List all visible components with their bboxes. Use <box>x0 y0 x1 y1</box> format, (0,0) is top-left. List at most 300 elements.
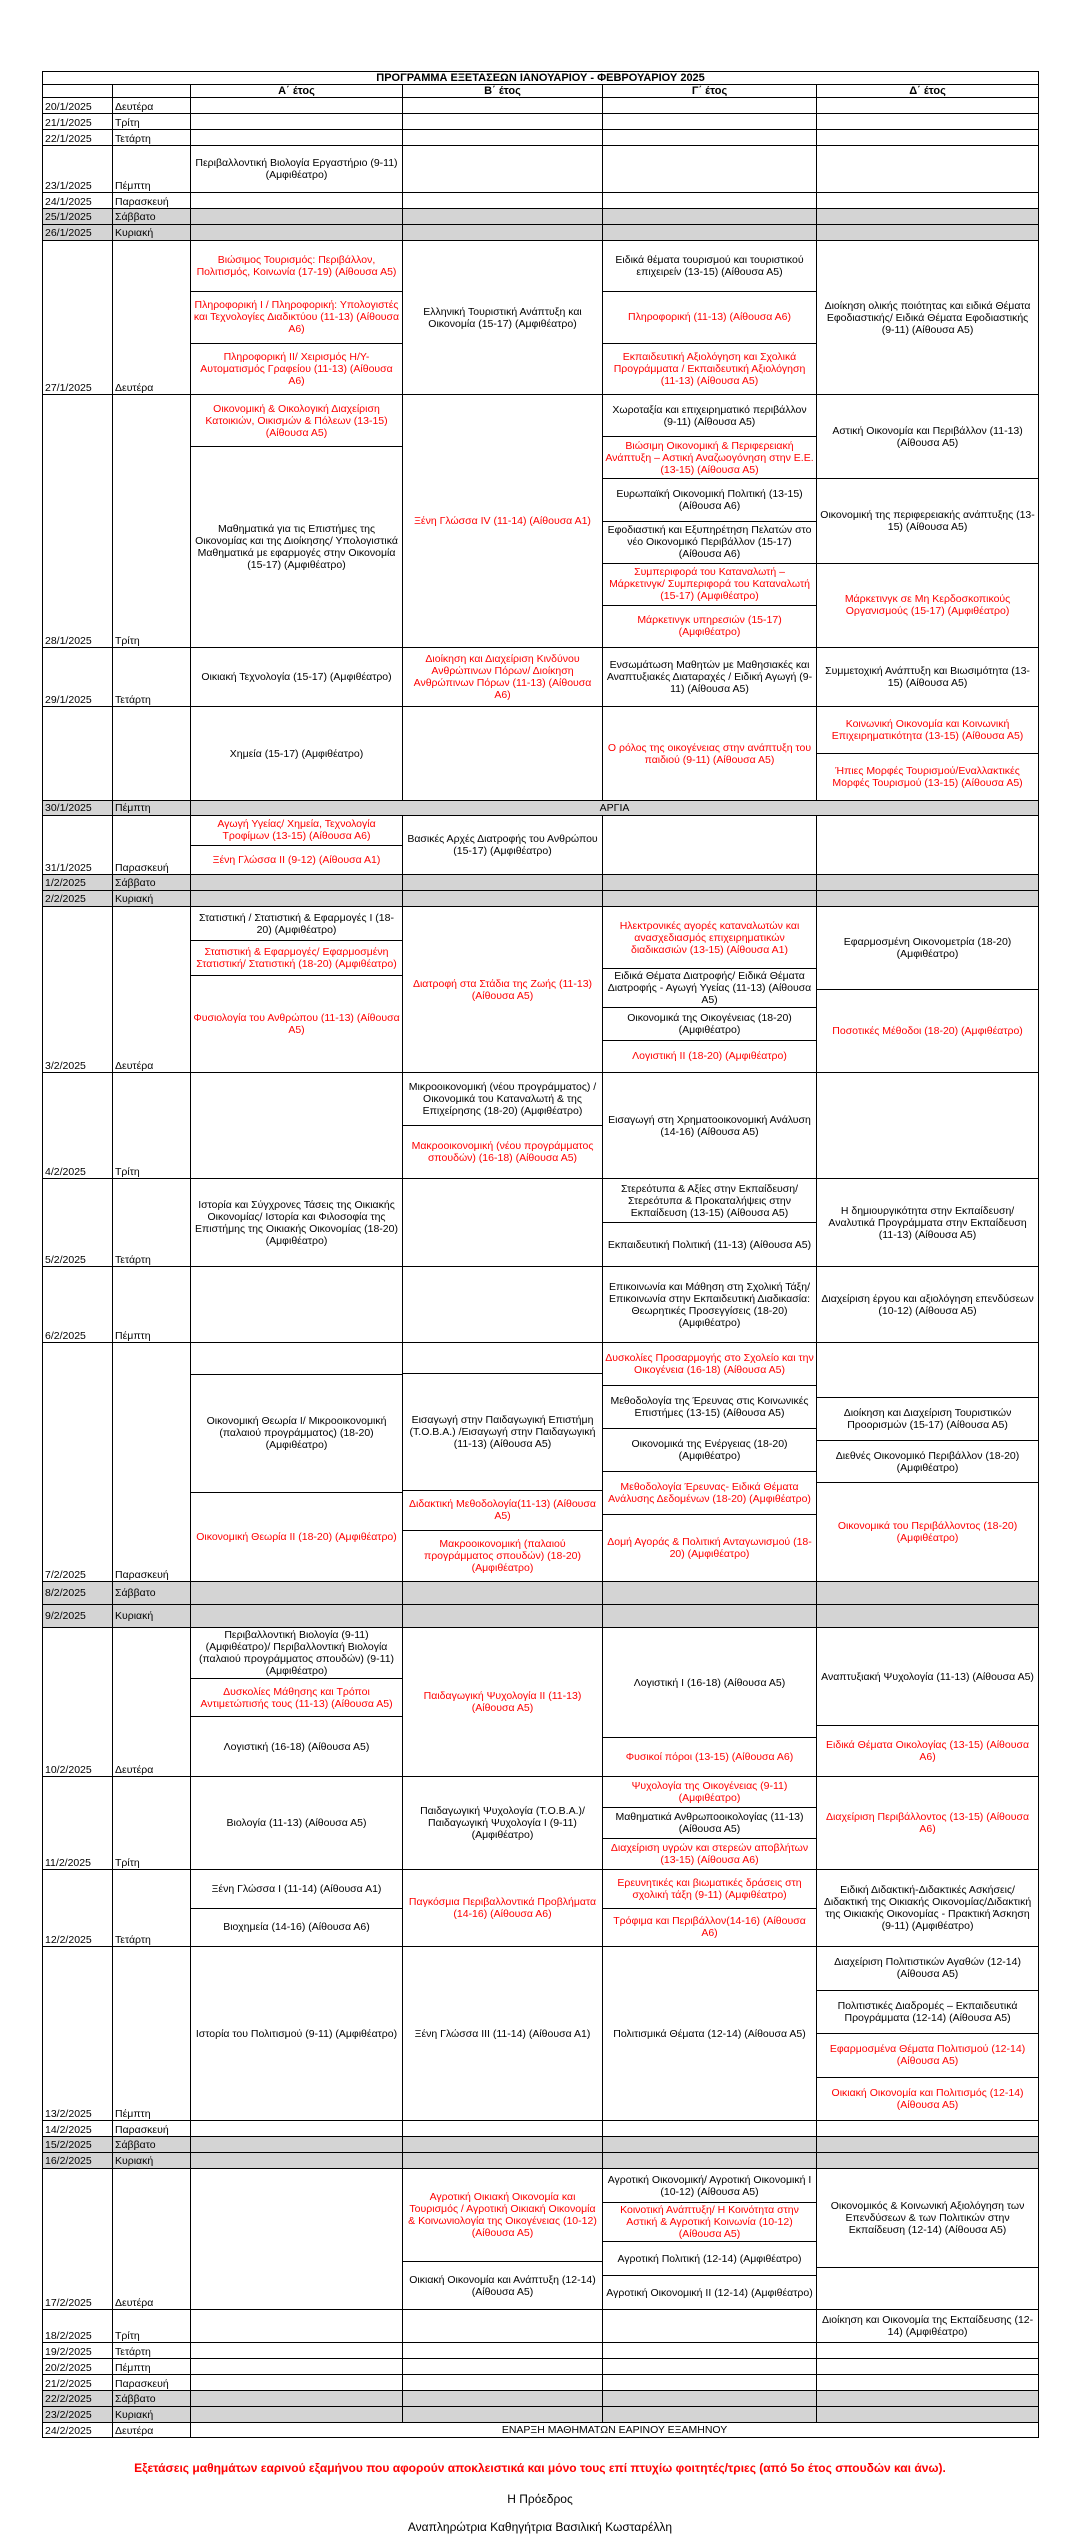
year-2-cell <box>403 875 603 891</box>
exam-entry: Παιδαγωγική Ψυχολογία (Τ.Ο.Β.Α.)/ Παιδαγωγική Ψυχολογία Ι (9-11) (Αμφιθέατρο) <box>420 1805 585 1841</box>
year-4-cell <box>817 2153 1039 2169</box>
year-4-cell <box>817 1179 1039 1267</box>
schedule-row <box>43 2343 1039 2359</box>
row-date: 9/2/2025 <box>43 1605 113 1628</box>
schedule-row <box>43 2169 1039 2310</box>
schedule-row <box>43 707 1039 801</box>
year-3-cell <box>603 2310 817 2343</box>
exam-entry: Συμμετοχική Ανάπτυξη και Βιωσιμότητα (13-15) (Αίθουσα Α5) <box>825 665 1030 689</box>
exam-entry: Μάρκετινγκ σε Μη Κερδοσκοπικούς Οργανισμούς (15-17) (Αμφιθέατρο) <box>817 563 1038 647</box>
year-4-cell <box>817 98 1039 114</box>
schedule-row <box>43 1343 1039 1582</box>
exam-entry: Διαχείριση Περιβάλλοντος (13-15) (Αίθουσα Α6) <box>826 1811 1030 1835</box>
exam-entry: Βιώσιμος Τουρισμός: Περιβάλλον, Πολιτισμός, Κοινωνία (17-19) (Αίθουσα Α5) <box>196 254 397 279</box>
schedule-row <box>43 98 1039 114</box>
row-day: Σάββατο <box>113 2391 191 2407</box>
schedule-row <box>43 2407 1039 2423</box>
year-1-cell <box>191 193 403 209</box>
exam-entry: Μακροοικονομική (παλαιού προγράμματος σπουδών) (18-20) (Αμφιθέατρο) <box>403 1530 602 1581</box>
year-4-cell <box>817 2359 1039 2375</box>
year-2-cell <box>403 209 603 225</box>
year-3-cell <box>603 1073 817 1179</box>
exam-entry: Ελληνική Τουριστική Ανάπτυξη και Οικονομία (15-17) (Αμφιθέατρο) <box>423 305 582 330</box>
year-2-cell <box>403 2391 603 2407</box>
year-2-cell <box>403 707 603 801</box>
year-3-cell <box>603 1777 817 1870</box>
row-date: 23/1/2025 <box>43 146 113 193</box>
schedule-row <box>43 2375 1039 2391</box>
exam-entry: Πολιτισμικά Θέματα (12-14) (Αίθουσα Α5) <box>613 2027 806 2040</box>
year-1-cell <box>191 98 403 114</box>
row-date: 17/2/2025 <box>43 2169 113 2310</box>
exam-entry: Οικιακή Οικονομία και Ανάπτυξη (12-14) (Αίθουσα Α5) <box>403 2261 602 2309</box>
year-1-cell <box>191 1343 403 1582</box>
row-date: 22/2/2025 <box>43 2391 113 2407</box>
exam-entry: Εφαρμοσμένη Οικονομετρία (18-20) (Αμφιθέατρο) <box>843 936 1012 960</box>
year-3-cell <box>603 2121 817 2137</box>
year-4-cell <box>817 193 1039 209</box>
schedule-row <box>43 875 1039 891</box>
schedule-row <box>43 1777 1039 1870</box>
row-date: 1/2/2025 <box>43 875 113 891</box>
row-date: 20/1/2025 <box>43 98 113 114</box>
year-2-cell <box>403 2153 603 2169</box>
year-1-cell <box>191 648 403 707</box>
schedule-row <box>43 146 1039 193</box>
year-1-cell <box>191 395 403 648</box>
year-2-cell <box>403 1073 603 1179</box>
row-date: 29/1/2025 <box>43 648 113 707</box>
exam-entry: Φυσιολογία του Ανθρώπου (11-13) (Αίθουσα Α5) <box>191 975 402 1072</box>
year-3-cell <box>603 816 817 875</box>
exam-entry <box>403 1343 602 1373</box>
schedule-row <box>43 1628 1039 1777</box>
schedule-row <box>43 1582 1039 1605</box>
exam-entry: Διαχείριση υγρών και στερεών αποβλήτων (13-15) (Αίθουσα Α6) <box>603 1838 816 1869</box>
exam-entry: Αγωγή Υγείας/ Χημεία, Τεχνολογία Τροφίμων (13-15) (Αίθουσα Α6) <box>217 818 376 843</box>
year-2-cell <box>403 2359 603 2375</box>
year-3-cell <box>603 1605 817 1628</box>
year-1-cell <box>191 1605 403 1628</box>
exam-entry: Οικονομική Θεωρία ΙΙ (18-20) (Αμφιθέατρο) <box>191 1492 402 1581</box>
year-1-cell <box>191 209 403 225</box>
exam-entry: Μεθοδολογία της Έρευνας στις Κοινωνικές Επιστήμες (13-15) (Αίθουσα Α5) <box>603 1385 816 1428</box>
row-date: 21/1/2025 <box>43 114 113 130</box>
row-date <box>43 707 113 801</box>
row-day: Σάββατο <box>113 875 191 891</box>
row-day: Τετάρτη <box>113 130 191 146</box>
exam-entry: Ξένη Γλώσσα ΙΙ (9-12) (Αίθουσα Α1) <box>191 845 402 875</box>
schedule-row <box>43 1870 1039 1947</box>
row-date: 3/2/2025 <box>43 907 113 1073</box>
schedule-row <box>43 2310 1039 2343</box>
year-2-cell <box>403 1628 603 1777</box>
exam-entry: Εισαγωγή στη Χρηματοοικονομική Ανάλυση (14-16) (Αίθουσα Α5) <box>608 1113 811 1138</box>
exam-entry: Ευρωπαϊκή Οικονομική Πολιτική (13-15) (Αίθουσα Α6) <box>603 478 816 520</box>
exam-entry: Επικοινωνία και Μάθηση στη Σχολική Τάξη/ Επικοινωνία στην Εκπαιδευτική Διαδικασία: Θεωρητικές Προσεγγίσεις (18-20) (Αμφιθέατρο) <box>608 1280 811 1329</box>
exam-entry: Διεθνές Οικονομικό Περιβάλλον (18-20) (Αμφιθέατρο) <box>817 1440 1038 1483</box>
year-2-cell <box>403 1267 603 1343</box>
year-4-cell <box>817 114 1039 130</box>
year-3-cell <box>603 2359 817 2375</box>
row-day: Δευτέρα <box>113 241 191 395</box>
year-4-cell <box>817 241 1039 395</box>
exam-entry: Ποσοτικές Μέθοδοι (18-20) (Αμφιθέατρο) <box>817 989 1038 1072</box>
year-1-cell <box>191 114 403 130</box>
year-1-cell <box>191 241 403 395</box>
merged-row-label: ΑΡΓΙΑ <box>191 801 1039 816</box>
row-date: 8/2/2025 <box>43 1582 113 1605</box>
exam-entry: Εκπαιδευτική Αξιολόγηση και Σχολικά Προγράμματα / Εκπαιδευτική Αξιολόγηση (11-13) (Αίθουσα Α5) <box>603 343 816 394</box>
exam-entry <box>817 2267 1038 2309</box>
year-4-cell <box>817 2343 1039 2359</box>
year-2-cell <box>403 1870 603 1947</box>
row-date: 30/1/2025 <box>43 801 113 816</box>
year-2-cell <box>403 2169 603 2310</box>
exam-entry: Στατιστική & Εφαρμογές/ Εφαρμοσμένη Στατιστική/ Στατιστική (18-20) (Αμφιθέατρο) <box>191 940 402 974</box>
schedule-row <box>43 193 1039 209</box>
year-1-cell <box>191 707 403 801</box>
row-date: 14/2/2025 <box>43 2121 113 2137</box>
row-date: 22/1/2025 <box>43 130 113 146</box>
year-3-cell <box>603 395 817 648</box>
row-date: 5/2/2025 <box>43 1179 113 1267</box>
row-date: 18/2/2025 <box>43 2310 113 2343</box>
year-3-cell <box>603 146 817 193</box>
row-date: 12/2/2025 <box>43 1870 113 1947</box>
year-3-cell <box>603 209 817 225</box>
year-3-cell <box>603 225 817 241</box>
row-date: 24/2/2025 <box>43 2423 113 2438</box>
exam-entry: Οικονομικά της Ενέργειας (18-20) (Αμφιθέατρο) <box>603 1428 816 1471</box>
row-day: Τρίτη <box>113 2310 191 2343</box>
year-3-cell <box>603 193 817 209</box>
year-3-cell <box>603 1582 817 1605</box>
year-1-cell <box>191 2121 403 2137</box>
exam-entry: Λογιστική (16-18) (Αίθουσα Α5) <box>191 1716 402 1776</box>
row-date: 27/1/2025 <box>43 241 113 395</box>
row-day: Τετάρτη <box>113 2343 191 2359</box>
row-date: 19/2/2025 <box>43 2343 113 2359</box>
exam-entry: Αστική Οικονομία και Περιβάλλον (11-13) (Αίθουσα Α5) <box>832 424 1023 449</box>
year-4-cell <box>817 209 1039 225</box>
year-1-cell <box>191 2153 403 2169</box>
year-3-cell <box>603 1343 817 1582</box>
schedule-row <box>43 2359 1039 2375</box>
year-2-cell <box>403 395 603 648</box>
schedule-row <box>43 1947 1039 2121</box>
year-4-cell <box>817 1777 1039 1870</box>
year-2-cell <box>403 648 603 707</box>
year-1-cell <box>191 1870 403 1947</box>
year-1-cell <box>191 1179 403 1267</box>
year-4-header: Δ΄ έτος <box>817 85 1039 98</box>
year-3-cell <box>603 648 817 707</box>
exam-entry: Οικονομικά του Περιβάλλοντος (18-20) (Αμφιθέατρο) <box>817 1482 1038 1581</box>
schedule-row <box>43 648 1039 707</box>
exam-entry: Ιστορία και Σύγχρονες Τάσεις της Οικιακής Οικονομίας/ Ιστορία και Φιλοσοφία της Επιστήμης της Οικιακής Οικονομίας (18-20) (Αμφιθέατρο) <box>195 1198 398 1247</box>
exam-entry: Τρόφιμα και Περιβάλλον(14-16) (Αίθουσα Α6) <box>603 1908 816 1947</box>
year-4-cell <box>817 648 1039 707</box>
exam-entry: Βιοχημεία (14-16) (Αίθουσα Α6) <box>191 1908 402 1947</box>
year-2-cell <box>403 114 603 130</box>
year-1-cell <box>191 2359 403 2375</box>
exam-entry: Περιβαλλοντική Βιολογία (9-11) (Αμφιθέατρο)/ Περιβαλλοντική Βιολογία (παλαιού προγράμματος σπουδών) (9-11) (Αμφιθέατρο) <box>198 1629 395 1677</box>
year-2-cell <box>403 2407 603 2423</box>
exam-entry: Μαθηματικά Ανθρωποοικολογίας (11-13) (Αίθουσα Α5) <box>603 1807 816 1838</box>
year-3-cell <box>603 1628 817 1777</box>
exam-entry: Διδακτική Μεθοδολογία(11-13) (Αίθουσα Α5) <box>403 1490 602 1530</box>
year-3-cell <box>603 875 817 891</box>
schedule-row <box>43 2137 1039 2153</box>
row-day: Κυριακή <box>113 891 191 907</box>
exam-entry: Διοίκηση και Οικονομία της Εκπαίδευσης (12-14) (Αμφιθέατρο) <box>821 2314 1034 2338</box>
year-4-cell <box>817 2121 1039 2137</box>
schedule-row <box>43 1179 1039 1267</box>
year-4-cell <box>817 2169 1039 2310</box>
exam-entry: Ειδικά θέματα τουρισμού και τουριστικού επιχειρείν (13-15) (Αίθουσα Α5) <box>615 254 804 279</box>
row-date: 21/2/2025 <box>43 2375 113 2391</box>
schedule-row <box>43 1267 1039 1343</box>
exam-entry: Ξένη Γλώσσα ΙΙΙ (11-14) (Αίθουσα Α1) <box>414 2027 591 2040</box>
exam-entry: Διαχείριση έργου και αξιολόγηση επενδύσεων (10-12) (Αίθουσα Α5) <box>821 1292 1034 1317</box>
year-2-cell <box>403 891 603 907</box>
row-day: Σάββατο <box>113 2137 191 2153</box>
year-1-cell <box>191 225 403 241</box>
row-day: Σάββατο <box>113 209 191 225</box>
row-date: 24/1/2025 <box>43 193 113 209</box>
schedule-row <box>43 1073 1039 1179</box>
year-1-cell <box>191 2391 403 2407</box>
schedule-row <box>43 1605 1039 1628</box>
row-date: 26/1/2025 <box>43 225 113 241</box>
year-4-cell <box>817 146 1039 193</box>
year-3-cell <box>603 2407 817 2423</box>
year-1-cell <box>191 2343 403 2359</box>
row-day: Παρασκευή <box>113 1343 191 1582</box>
row-day: Τρίτη <box>113 1073 191 1179</box>
row-day: Σάββατο <box>113 1582 191 1605</box>
exam-entry: Μεθοδολογία Έρευνας- Ειδικά Θέματα Ανάλυσης Δεδομένων (18-20) (Αμφιθέατρο) <box>603 1471 816 1514</box>
exam-entry: Μακροοικονομική (νέου προγράμματος σπουδών) (16-18) (Αίθουσα Α5) <box>403 1125 602 1178</box>
exam-entry: Αγροτική Οικονομική ΙΙ (12-14) (Αμφιθέατρο) <box>603 2275 816 2309</box>
year-1-cell <box>191 875 403 891</box>
year-1-cell <box>191 130 403 146</box>
exam-entry: Ξένη Γλώσσα IV (11-14) (Αίθουσα Α1) <box>414 515 591 527</box>
year-1-cell <box>191 2407 403 2423</box>
year-1-cell <box>191 1947 403 2121</box>
year-4-cell <box>817 2310 1039 2343</box>
year-3-cell <box>603 2375 817 2391</box>
exam-entry: Μικροοικονομική (νέου προγράμματος) / Οικονομικά του Καταναλωτή & της Επιχείρησης (18-20) (Αμφιθέατρο) <box>408 1081 597 1117</box>
exam-entry: Διοίκηση και Διαχείριση Κινδύνου Ανθρώπινων Πόρων/ Διοίκηση Ανθρώπινων Πόρων (11-13) (Αίθουσα Α6) <box>413 653 592 701</box>
year-4-cell <box>817 907 1039 1073</box>
row-date: 10/2/2025 <box>43 1628 113 1777</box>
exam-entry: Φυσικοί πόροι (13-15) (Αίθουσα Α6) <box>603 1737 816 1776</box>
row-day: Πέμπτη <box>113 1947 191 2121</box>
exam-entry: Βιολογία (11-13) (Αίθουσα Α5) <box>226 1817 367 1829</box>
year-3-cell <box>603 2169 817 2310</box>
year-4-cell <box>817 1605 1039 1628</box>
schedule-row <box>43 907 1039 1073</box>
row-day: Κυριακή <box>113 2407 191 2423</box>
exam-entry: Αναπτυξιακή Ψυχολογία (11-13) (Αίθουσα Α5) <box>821 1670 1034 1683</box>
year-1-header: Α΄ έτος <box>191 85 403 98</box>
row-date: 23/2/2025 <box>43 2407 113 2423</box>
exam-entry: Οικιακή Οικονομία και Πολιτισμός (12-14) (Αίθουσα Α5) <box>817 2077 1038 2121</box>
year-4-cell <box>817 1947 1039 2121</box>
row-date: 2/2/2025 <box>43 891 113 907</box>
exam-entry: Μαθηματικά για τις Επιστήμες της Οικονομίας και της Διοίκησης/ Υπολογιστικά Μαθηματικά με εφαρμογές στην Οικονομία (15-17) (Αμφιθέατρο) <box>191 446 402 647</box>
exam-entry: Οικονομική Θεωρία Ι/ Μικροοικονομική (παλαιού προγράμματος) (18-20) (Αμφιθέατρο) <box>191 1374 402 1492</box>
row-day: Παρασκευή <box>113 816 191 875</box>
exam-entry: Βασικές Αρχές Διατροφής του Ανθρώπου (15-17) (Αμφιθέατρο) <box>407 833 598 857</box>
exam-entry: Λογιστική ΙΙ (18-20) (Αμφιθέατρο) <box>603 1040 816 1073</box>
year-3-cell <box>603 2343 817 2359</box>
year-1-cell <box>191 2137 403 2153</box>
exam-entry: Διοίκηση και Διαχείριση Τουριστικών Προορισμών (15-17) (Αίθουσα Α5) <box>817 1397 1038 1440</box>
year-4-cell <box>817 2137 1039 2153</box>
exam-entry: Ειδικά Θέματα Διατροφής/ Ειδικά Θέματα Διατροφής - Αγωγή Υγείας (11-13) (Αίθουσα Α5) <box>603 968 816 1007</box>
schedule-row <box>43 2423 1039 2438</box>
exam-entry: Οικιακή Τεχνολογία (15-17) (Αμφιθέατρο) <box>201 671 392 683</box>
schedule-row <box>43 2153 1039 2169</box>
footer-signatory-role: Η Πρόεδρος <box>507 2492 573 2506</box>
exam-entry: Παγκόσμια Περιβαλλοντικά Προβλήματα (14-16) (Αίθουσα Α6) <box>408 1896 597 1920</box>
schedule-row <box>43 209 1039 225</box>
exam-entry: Ερευνητικές και βιωματικές δράσεις στη σχολική τάξη (9-11) (Αμφιθέατρο) <box>617 1876 802 1901</box>
year-1-cell <box>191 1628 403 1777</box>
row-day: Δευτέρα <box>113 2423 191 2438</box>
exam-entry: Παιδαγωγική Ψυχολογία ΙΙ (11-13) (Αίθουσα Α5) <box>423 1690 582 1714</box>
year-2-cell <box>403 1947 603 2121</box>
year-2-cell <box>403 907 603 1073</box>
year-2-cell <box>403 2310 603 2343</box>
row-date: 16/2/2025 <box>43 2153 113 2169</box>
schedule-row <box>43 130 1039 146</box>
row-date: 6/2/2025 <box>43 1267 113 1343</box>
row-day: Πέμπτη <box>113 1267 191 1343</box>
row-date: 20/2/2025 <box>43 2359 113 2375</box>
exam-entry: Ειδικά Θέματα Οικολογίας (13-15) (Αίθουσα Α6) <box>817 1725 1038 1776</box>
exam-entry: Στατιστική / Στατιστική & Εφαρμογές Ι (18-20) (Αμφιθέατρο) <box>199 911 394 936</box>
exam-entry: Δομή Αγοράς & Πολιτική Ανταγωνισμού (18-20) (Αμφιθέατρο) <box>603 1514 816 1581</box>
row-day: Τετάρτη <box>113 1179 191 1267</box>
exam-entry: Χωροταξία και επιχειρηματικό περιβάλλον (9-11) (Αίθουσα Α5) <box>612 403 807 428</box>
exam-entry: Πληροφορική (11-13) (Αίθουσα Α6) <box>603 291 816 342</box>
year-2-cell <box>403 1777 603 1870</box>
year-3-cell <box>603 114 817 130</box>
year-1-cell <box>191 146 403 193</box>
year-3-cell <box>603 1179 817 1267</box>
exam-entry <box>817 1343 1038 1397</box>
year-3-cell <box>603 707 817 801</box>
exam-entry: Εκπαιδευτική Πολιτική (11-13) (Αίθουσα Α5) <box>603 1222 816 1266</box>
year-3-cell <box>603 1947 817 2121</box>
row-day: Παρασκευή <box>113 2375 191 2391</box>
exam-entry: Αγροτική Οικιακή Οικονομία και Τουρισμός / Αγροτική Οικιακή Οικονομία & Κοινωνιολογία της Οικογένειας (10-12) (Αίθουσα Α5) <box>408 2191 597 2239</box>
exam-entry: Εισαγωγή στην Παιδαγωγική Επιστήμη (Τ.Ο.Β.Α.) /Εισαγωγή στην Παιδαγωγική (11-13) (Αίθουσα Α5) <box>403 1373 602 1490</box>
exam-entry: Ιστορία του Πολιτισμού (9-11) (Αμφιθέατρο) <box>195 2027 398 2040</box>
year-2-cell <box>403 1582 603 1605</box>
year-1-cell <box>191 816 403 875</box>
exam-entry: Δυσκολίες Προσαρμογής στο Σχολείο και την Οικογένεια (16-18) (Αίθουσα Α5) <box>605 1352 814 1376</box>
year-4-cell <box>817 2375 1039 2391</box>
footer-note: Εξετάσεις μαθημάτων εαρινού εξαμήνου που αφορούν αποκλειστικά και μόνο τους επί πτυχίω φοιτητές/τριες (από 5ο έτος σπουδών και άνω). <box>134 2461 946 2475</box>
row-day: Δευτέρα <box>113 2169 191 2310</box>
year-1-cell <box>191 891 403 907</box>
row-day: Τρίτη <box>113 114 191 130</box>
schedule-row <box>43 891 1039 907</box>
schedule-title: ΠΡΟΓΡΑΜΜΑ ΕΞΕΤΑΣΕΩΝ ΙΑΝΟΥΑΡΙΟΥ - ΦΕΒΡΟΥΑΡΙΟΥ 2025 <box>43 72 1039 85</box>
row-date: 25/1/2025 <box>43 209 113 225</box>
exam-entry: Ειδική Διδακτική-Διδακτικές Ασκήσεις/Διδακτική της Οικιακής Οικονομίας/Διδακτική της Οικιακής Οικονομίας - Πρακτική Άσκηση (9-11) (Αμφιθέατρο) <box>823 1884 1032 1932</box>
exam-entry: Η δημιουργικότητα στην Εκπαίδευση/ Αναλυτικά Προγράμματα στην Εκπαίδευση (11-13) (Αίθουσα Α5) <box>828 1204 1027 1241</box>
exam-entry <box>191 1343 402 1374</box>
row-day: Πέμπτη <box>113 801 191 816</box>
date-column-header <box>43 85 113 98</box>
exam-entry: Μάρκετινγκ υπηρεσιών (15-17) (Αμφιθέατρο) <box>603 605 816 647</box>
exam-entry: Δυσκολίες Μάθησης και Τρόποι Αντιμετώπισής τους (11-13) (Αίθουσα Α5) <box>191 1678 402 1716</box>
exam-entry: Οικονομική & Οικολογική Διαχείριση Κατοικιών, Οικισμών & Πόλεων (13-15) (Αίθουσα Α5) <box>205 402 388 439</box>
exam-entry: Ήπιες Μορφές Τουρισμού/Εναλλακτικές Μορφές Τουρισμού (13-15) (Αίθουσα Α5) <box>817 753 1038 800</box>
row-day: Δευτέρα <box>113 98 191 114</box>
exam-entry: Πληροφορική Ι / Πληροφορική: Υπολογιστές και Τεχνολογίες Διαδικτύου (11-13) (Αίθουσα Α6) <box>191 291 402 342</box>
year-4-cell <box>817 1343 1039 1582</box>
year-3-cell <box>603 130 817 146</box>
year-4-cell <box>817 225 1039 241</box>
year-4-cell <box>817 707 1039 801</box>
schedule-row <box>43 2391 1039 2407</box>
year-1-cell <box>191 907 403 1073</box>
exam-entry: Πληροφορική ΙΙ/ Χειρισμός Η/Υ-Αυτοματισμός Γραφείου (11-13) (Αίθουσα Α6) <box>191 343 402 394</box>
exam-entry: Εφοδιαστική και Εξυπηρέτηση Πελατών στο νέο Οικονομικό Περιβάλλον (15-17) (Αίθουσα Α6) <box>603 521 816 563</box>
exam-entry: Οικονομικός & Κοινωνική Αξιολόγηση των Επενδύσεων & των Πολιτικών στην Εκπαίδευση (12-14) (Αίθουσα Α5) <box>830 2200 1025 2237</box>
schedule-row <box>43 801 1039 816</box>
exam-entry: Αγροτική Οικονομική/ Αγροτική Οικονομική Ι (10-12) (Αίθουσα Α5) <box>607 2173 812 2198</box>
year-1-cell <box>191 2375 403 2391</box>
exam-entry: Περιβαλλοντική Βιολογία Εργαστήριο (9-11) (Αμφιθέατρο) <box>195 157 398 181</box>
schedule-row <box>43 225 1039 241</box>
year-3-cell <box>603 1870 817 1947</box>
exam-entry: Ψυχολογία της Οικογένειας (9-11) (Αμφιθέατρο) <box>631 1780 788 1804</box>
year-1-cell <box>191 1582 403 1605</box>
merged-row-label: ΕΝΑΡΞΗ ΜΑΘΗΜΑΤΩΝ ΕΑΡΙΝΟΥ ΕΞΑΜΗΝΟΥ <box>191 2423 1039 2438</box>
exam-schedule-table <box>42 71 1039 2438</box>
year-4-cell <box>817 1267 1039 1343</box>
row-day: Κυριακή <box>113 2153 191 2169</box>
exam-entry: Εφαρμοσμένα Θέματα Πολιτισμού (12-14) (Αίθουσα Α5) <box>817 2033 1038 2077</box>
year-4-cell <box>817 1628 1039 1777</box>
year-3-cell <box>603 1267 817 1343</box>
schedule-row <box>43 816 1039 875</box>
year-2-cell <box>403 2121 603 2137</box>
year-2-cell <box>403 2375 603 2391</box>
row-day: Πέμπτη <box>113 146 191 193</box>
exam-entry: Οικονομικά της Οικογένειας (18-20) (Αμφιθέατρο) <box>603 1007 816 1040</box>
exam-entry: Κοινοτική Ανάπτυξη/ Η Κοινότητα στην Αστική & Αγροτική Κοινωνία (10-12) (Αίθουσα Α5) <box>603 2202 816 2241</box>
schedule-row <box>43 241 1039 395</box>
exam-entry: Ηλεκτρονικές αγορές καταναλωτών και ανασχεδιασμός επιχειρηματικών διαδικασιών (13-15) (Αίθουσα Α1) <box>619 919 800 956</box>
row-day: Πέμπτη <box>113 2359 191 2375</box>
year-2-cell <box>403 225 603 241</box>
row-date: 7/2/2025 <box>43 1343 113 1582</box>
year-4-cell <box>817 875 1039 891</box>
year-1-cell <box>191 1777 403 1870</box>
year-4-cell <box>817 1870 1039 1947</box>
year-2-cell <box>403 816 603 875</box>
year-1-cell <box>191 1073 403 1179</box>
